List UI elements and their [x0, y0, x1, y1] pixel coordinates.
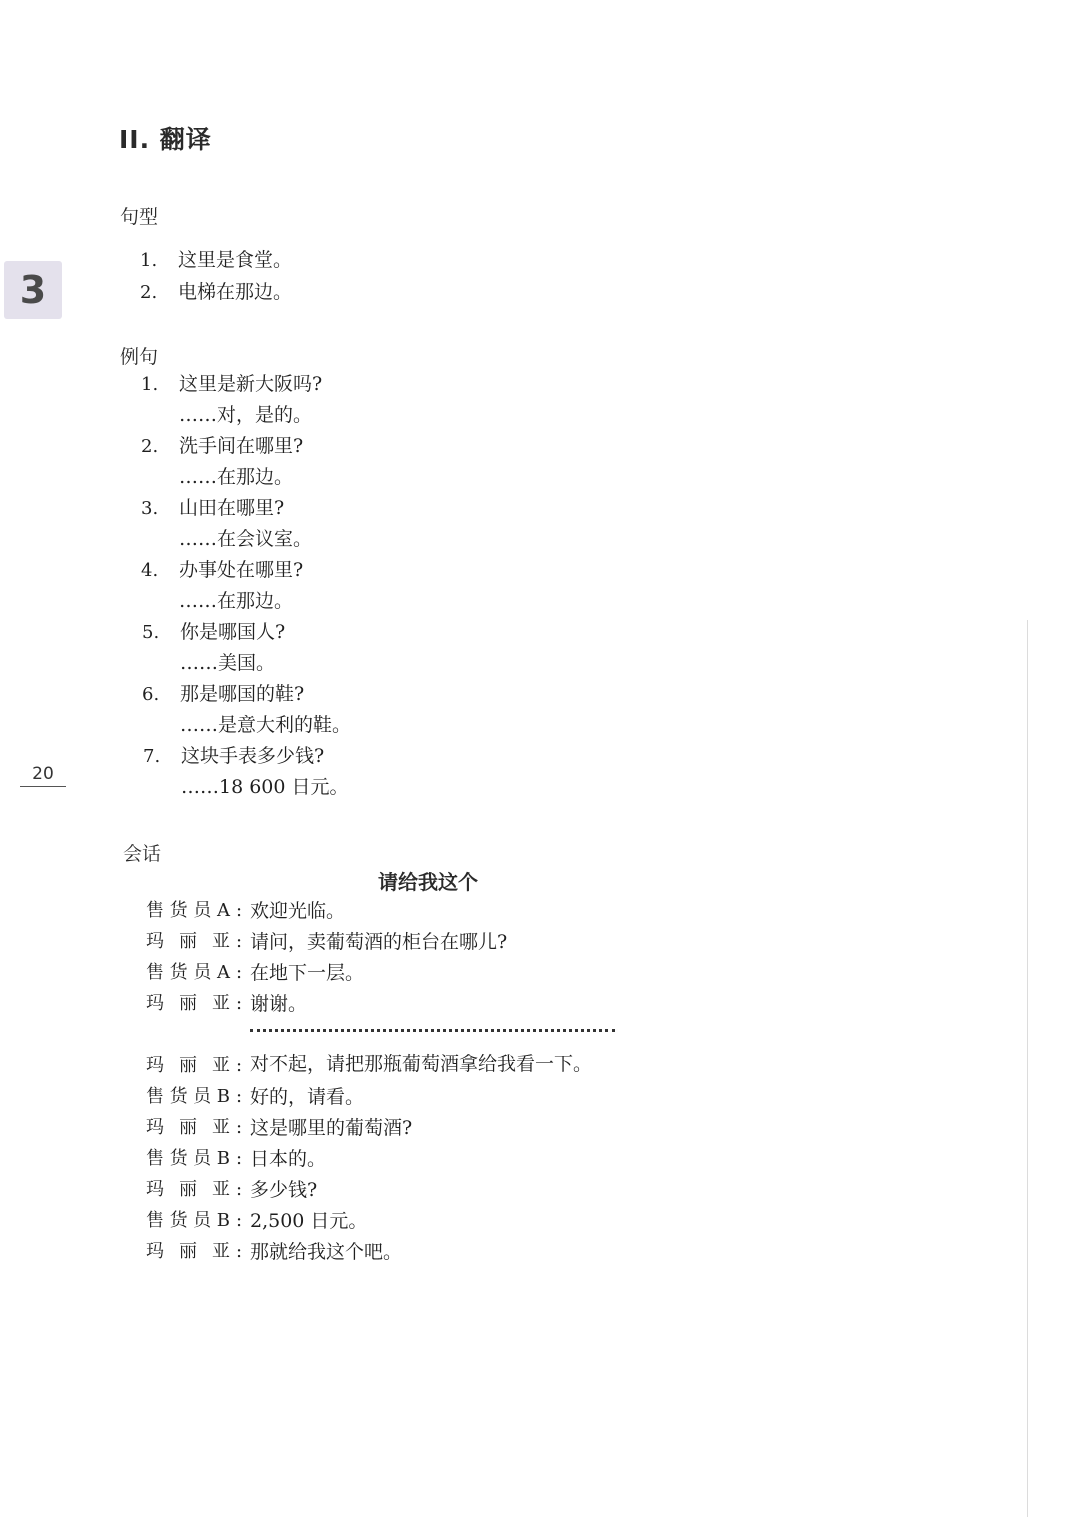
utterance: 2,500 日元。 [250, 1210, 368, 1232]
example-sentences-heading: 例句 [120, 346, 159, 368]
example-answer: ……在那边。 [179, 466, 294, 488]
utterance: 对不起，请把那瓶葡萄酒拿给我看一下。 [250, 1053, 593, 1075]
utterance: 那就给我这个吧。 [250, 1241, 403, 1263]
pattern-text: 这里是食堂。 [178, 249, 293, 271]
speaker-label: 玛 丽 亚 : [146, 931, 243, 952]
utterance: 好的，请看。 [250, 1086, 365, 1108]
speaker-label: 玛 丽 亚 : [146, 1055, 243, 1076]
utterance: 欢迎光临。 [250, 900, 346, 922]
example-question: 这里是新大阪吗? [179, 373, 323, 395]
example-number: 1. [141, 374, 159, 395]
chapter-number: 3 [19, 268, 47, 312]
speaker-label: 玛 丽 亚 : [146, 1179, 243, 1200]
example-number: 4. [141, 560, 159, 581]
example-question: 办事处在哪里? [179, 559, 304, 581]
sentence-patterns-heading: 句型 [120, 206, 159, 228]
example-answer: ……18 600 日元。 [181, 776, 349, 798]
utterance: 多少钱? [250, 1179, 318, 1201]
example-question: 山田在哪里? [179, 497, 285, 519]
example-number: 7. [143, 746, 161, 767]
example-question: 这块手表多少钱? [181, 745, 325, 767]
speaker-label: 玛 丽 亚 : [146, 1241, 243, 1262]
speaker-label: 售 货 员 B : [146, 1210, 243, 1231]
example-question: 那是哪国的鞋? [180, 683, 305, 705]
utterance: 这是哪里的葡萄酒? [250, 1117, 413, 1139]
example-number: 2. [141, 436, 159, 457]
pattern-number: 2. [140, 282, 158, 303]
example-answer: ……在那边。 [179, 590, 294, 612]
chapter-tab [4, 261, 62, 319]
speaker-label: 玛 丽 亚 : [146, 993, 243, 1014]
example-question: 你是哪国人? [180, 621, 286, 643]
speaker-label: 售 货 员 B : [146, 1086, 243, 1107]
example-answer: ……美国。 [180, 652, 276, 674]
dialogue-divider [250, 1029, 615, 1032]
pattern-text: 电梯在那边。 [178, 281, 293, 303]
page-number: 20 [20, 764, 66, 787]
page-edge-line [1027, 620, 1028, 1517]
utterance: 请问，卖葡萄酒的柜台在哪儿? [250, 931, 508, 953]
section-title: II. 翻译 [119, 125, 212, 154]
dialogue-title: 请给我这个 [378, 870, 478, 894]
example-question: 洗手间在哪里? [179, 435, 304, 457]
example-number: 6. [142, 684, 160, 705]
example-answer: ……在会议室。 [179, 528, 313, 550]
example-answer: ……对，是的。 [179, 404, 313, 426]
utterance: 在地下一层。 [250, 962, 365, 984]
example-number: 5. [142, 622, 160, 643]
example-answer: ……是意大利的鞋。 [180, 714, 352, 736]
pattern-number: 1. [140, 250, 158, 271]
utterance: 日本的。 [250, 1148, 327, 1170]
conversation-heading: 会话 [123, 843, 162, 865]
example-number: 3. [141, 498, 159, 519]
speaker-label: 玛 丽 亚 : [146, 1117, 243, 1138]
speaker-label: 售 货 员 A : [146, 900, 243, 921]
speaker-label: 售 货 员 B : [146, 1148, 243, 1169]
utterance: 谢谢。 [250, 993, 308, 1015]
speaker-label: 售 货 员 A : [146, 962, 243, 983]
